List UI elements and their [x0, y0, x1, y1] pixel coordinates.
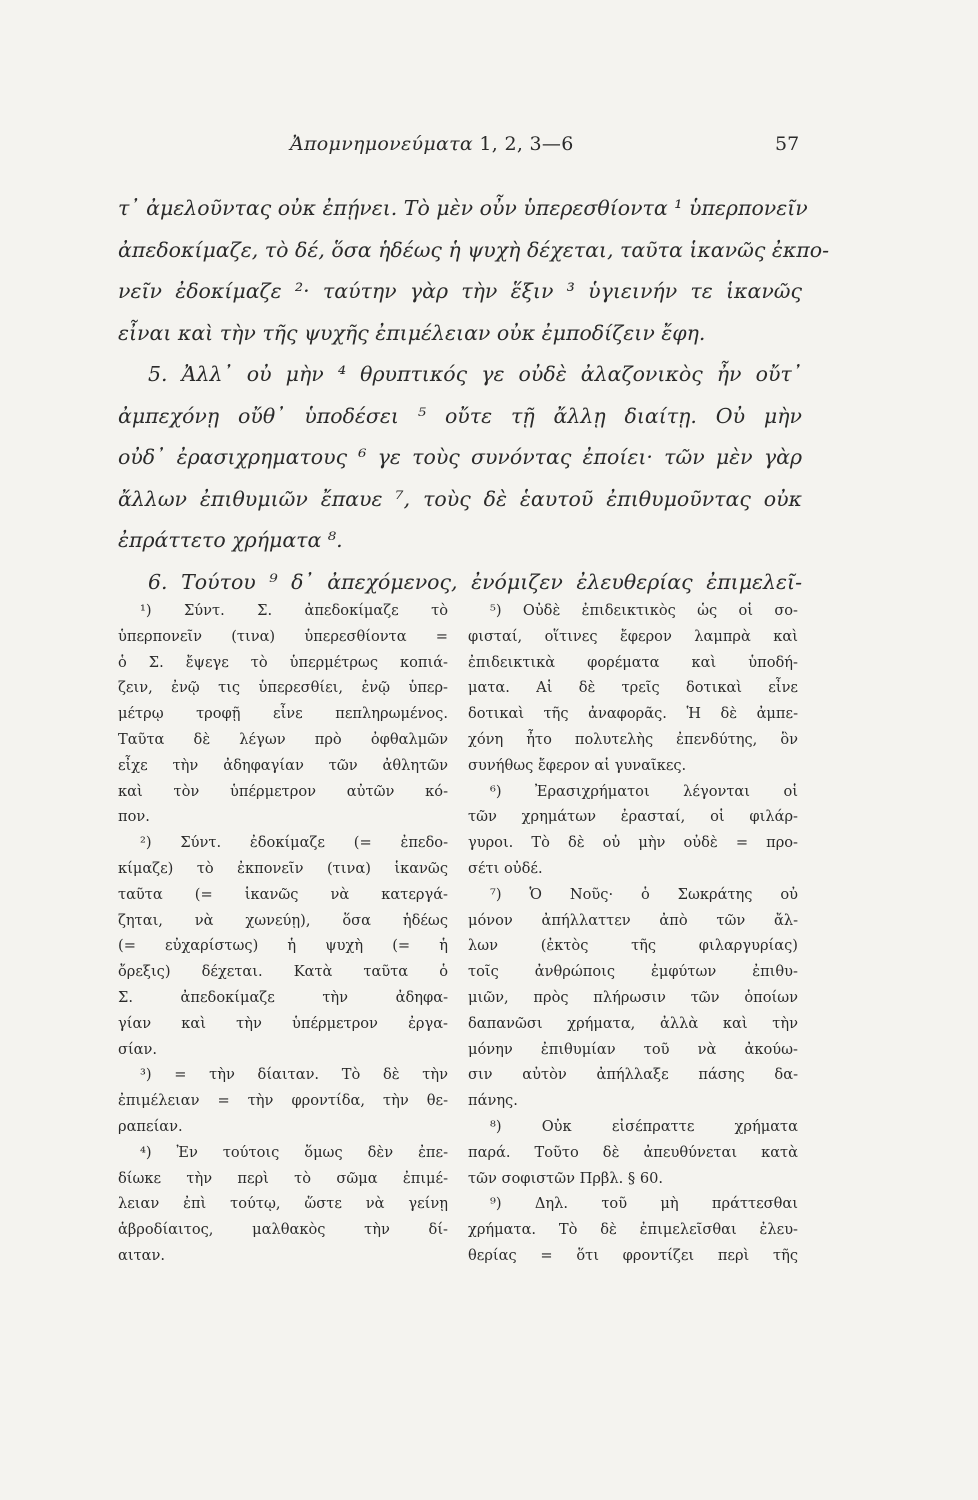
footnotes-right-column — [468, 598, 798, 1269]
footnote-line: πον. — [118, 808, 150, 826]
footnotes-left-column — [118, 598, 448, 1269]
footnote-line: μόνον ἀπήλλαττεν ἀπὸ τῶν ἄλ- — [468, 911, 798, 929]
footnote-line: ματα. Αἱ δὲ τρεῖς δοτικαὶ εἶνε — [468, 679, 798, 697]
footnote-8: ⁸) Οὐκ εἰσέπραττε χρήματα — [490, 1117, 798, 1135]
footnote-line: ταῦτα (= ἱκανῶς νὰ κατεργά- — [118, 885, 448, 903]
footnote-line: ζειν, ἐνῷ τις ὑπερεσθίει, ἐνῷ ὑπερ- — [118, 679, 448, 697]
main-text — [118, 188, 830, 603]
page-header — [0, 133, 978, 163]
page-number: 57 — [775, 133, 800, 155]
footnote-5: ⁵) Οὐδὲ ἐπιδεικτικὸς ὡς οἱ σο- — [490, 602, 798, 619]
footnote-line: κίμαζε) τὸ ἐκπονεῖν (τινα) ἱκανῶς — [118, 859, 448, 877]
footnote-line: τῶν χρημάτων ἐρασταί, οἱ φιλάρ- — [468, 808, 798, 826]
footnote-line: Σ. ἀπεδοκίμαζε τὴν ἀδηφα- — [118, 988, 448, 1006]
footnote-line: γυροι. Τὸ δὲ οὐ μὴν οὐδὲ = προ- — [468, 834, 798, 852]
footnote-line: εἶχε τὴν ἀδηφαγίαν τῶν ἀθλητῶν — [118, 756, 448, 774]
footnote-line: χρήματα. Τὸ δὲ ἐπιμελεῖσθαι ἐλευ- — [468, 1221, 798, 1239]
footnote-line: ζηται, νὰ χωνεύῃ), ὅσα ἡδέως — [118, 911, 448, 929]
footnote-2: ²) Σύντ. ἐδοκίμαζε (= ἐπεδο- — [140, 834, 448, 852]
footnote-line: (= εὐχαρίστως) ἡ ψυχὴ (= ἡ — [118, 937, 448, 955]
footnote-line: χόνη ἦτο πολυτελὴς ἐπενδύτης, ὃν — [468, 730, 798, 748]
footnote-line: μέτρῳ τροφῇ εἶνε πεπληρωμένος. — [118, 705, 448, 723]
chapter-reference: 1, 2, 3—6 — [479, 133, 574, 155]
text-line: ἀπεδοκίμαζε, τὸ δέ, ὅσα ἡδέως ἡ ψυχὴ δέχεται, ταῦτα ἱκανῶς ἐκπο- — [118, 237, 830, 262]
footnote-line: ὁ Σ. ἔψεγε τὸ ὑπερμέτρως κοπιά- — [118, 653, 448, 671]
text-line: εἶναι καὶ τὴν τῆς ψυχῆς ἐπιμέλειαν οὐκ ἐμποδίζειν ἔφη. — [118, 320, 706, 345]
footnote-6: ⁶) Ἐρασιχρήματοι λέγονται οἱ — [490, 782, 798, 800]
footnote-line: δαπανῶσι χρήματα, ἀλλὰ καὶ τὴν — [468, 1014, 798, 1032]
footnote-line: συνήθως ἔφερον αἱ γυναῖκες. — [468, 756, 687, 774]
footnote-line: θερίας = ὅτι φροντίζει περὶ τῆς — [468, 1246, 798, 1264]
footnote-line: λων (ἐκτὸς τῆς φιλαργυρίας) — [468, 937, 798, 955]
text-line: οὐδ᾽ ἐρασιχρηματους ⁶ γε τοὺς συνόντας ἐποίει· τῶν μὲν γὰρ — [118, 445, 802, 469]
footnote-line: μόνην ἐπιθυμίαν τοῦ νὰ ἀκούω- — [468, 1040, 798, 1058]
footnote-line: ὑπερπονεῖν (τινα) ὑπερεσθίοντα = — [118, 627, 448, 645]
section-5-start: 5. Ἀλλ᾽ οὐ μὴν ⁴ θρυπτικός γε οὐδὲ ἀλαζονικὸς ἦν οὔτ᾽ — [148, 362, 802, 386]
footnote-line: παρά. Τοῦτο δὲ ἀπευθύνεται κατὰ — [468, 1143, 798, 1161]
footnote-3: ³) = τὴν δίαιταν. Τὸ δὲ τὴν — [140, 1066, 448, 1084]
footnote-9: ⁹) Δηλ. τοῦ μὴ πράττεσθαι — [490, 1195, 798, 1213]
text-line: τ᾽ ἀμελοῦντας οὐκ ἐπῄνει. Τὸ μὲν οὖν ὑπερεσθίοντα ¹ ὑπερπονεῖν — [118, 196, 808, 220]
footnote-line: τῶν σοφιστῶν Πρβλ. § 60. — [468, 1169, 664, 1187]
footnote-line: ἁβροδίαιτος, μαλθακὸς τὴν δί- — [118, 1221, 448, 1239]
footnote-7: ⁷) Ὁ Νοῦς· ὁ Σωκράτης οὐ — [490, 885, 798, 903]
footnote-line: Ταῦτα δὲ λέγων πρὸ ὀφθαλμῶν — [118, 730, 448, 748]
footnote-line: ἐπιδεικτικὰ φορέματα καὶ ὑποδή- — [468, 653, 798, 671]
running-title: Ἀπομνημονεύματα 1, 2, 3—6 — [290, 133, 574, 155]
footnote-line: τοῖς ἀνθρώποις ἐμφύτων ἐπιθυ- — [468, 963, 798, 981]
footnote-line: λειαν ἐπὶ τούτῳ, ὥστε νὰ γείνῃ — [118, 1195, 448, 1213]
footnote-line: ὄρεξις) δέχεται. Κατὰ ταῦτα ὁ — [118, 963, 448, 981]
footnote-line: πάνης. — [468, 1092, 518, 1110]
footnote-line: σιν αὐτὸν ἀπήλλαξε πάσης δα- — [468, 1066, 798, 1084]
text-line: ἐπράττετο χρήματα ⁸. — [118, 528, 343, 552]
footnote-line: σίαν. — [118, 1040, 158, 1058]
footnote-line: δίωκε τὴν περὶ τὸ σῶμα ἐπιμέ- — [118, 1169, 448, 1187]
footnote-line: αιταν. — [118, 1246, 166, 1264]
footnote-line: μιῶν, πρὸς πλήρωσιν τῶν ὁποίων — [468, 988, 798, 1006]
footnote-line: ραπείαν. — [118, 1117, 183, 1135]
text-line: νεῖν ἐδοκίμαζε ²· ταύτην γὰρ τὴν ἕξιν ³ ὑγιεινήν τε ἱκανῶς — [118, 279, 802, 303]
text-line: ἀμπεχόνῃ οὔθ᾽ ὑποδέσει ⁵ οὔτε τῇ ἄλλῃ διαίτῃ. Οὐ μὴν — [118, 403, 802, 428]
footnote-line: φισταί, οἵτινες ἔφερον λαμπρὰ καὶ — [468, 627, 798, 645]
footnote-line: ἐπιμέλειαν = τὴν φροντίδα, τὴν θε- — [118, 1092, 448, 1110]
footnote-4: ⁴) Ἐν τούτοις ὅμως δὲν ἐπε- — [140, 1143, 448, 1161]
footnote-1: ¹) Σύντ. Σ. ἀπεδοκίμαζε τὸ — [140, 602, 448, 619]
footnote-line: σέτι οὐδέ. — [468, 859, 543, 877]
footnote-line: γίαν καὶ τὴν ὑπέρμετρον ἐργα- — [118, 1014, 448, 1032]
section-6-start: 6. Τούτου ⁹ δ᾽ ἀπεχόμενος, ἐνόμιζεν ἐλευθερίας ἐπιμελεῖ- — [148, 569, 802, 594]
text-line: ἄλλων ἐπιθυμιῶν ἔπαυε ⁷, τοὺς δὲ ἑαυτοῦ ἐπιθυμοῦντας οὐκ — [118, 486, 802, 511]
footnote-line: δοτικαὶ τῆς ἀναφορᾶς. Ἡ δὲ ἀμπε- — [468, 705, 798, 723]
footnote-line: καὶ τὸν ὑπέρμετρον αὐτῶν κό- — [118, 782, 448, 800]
